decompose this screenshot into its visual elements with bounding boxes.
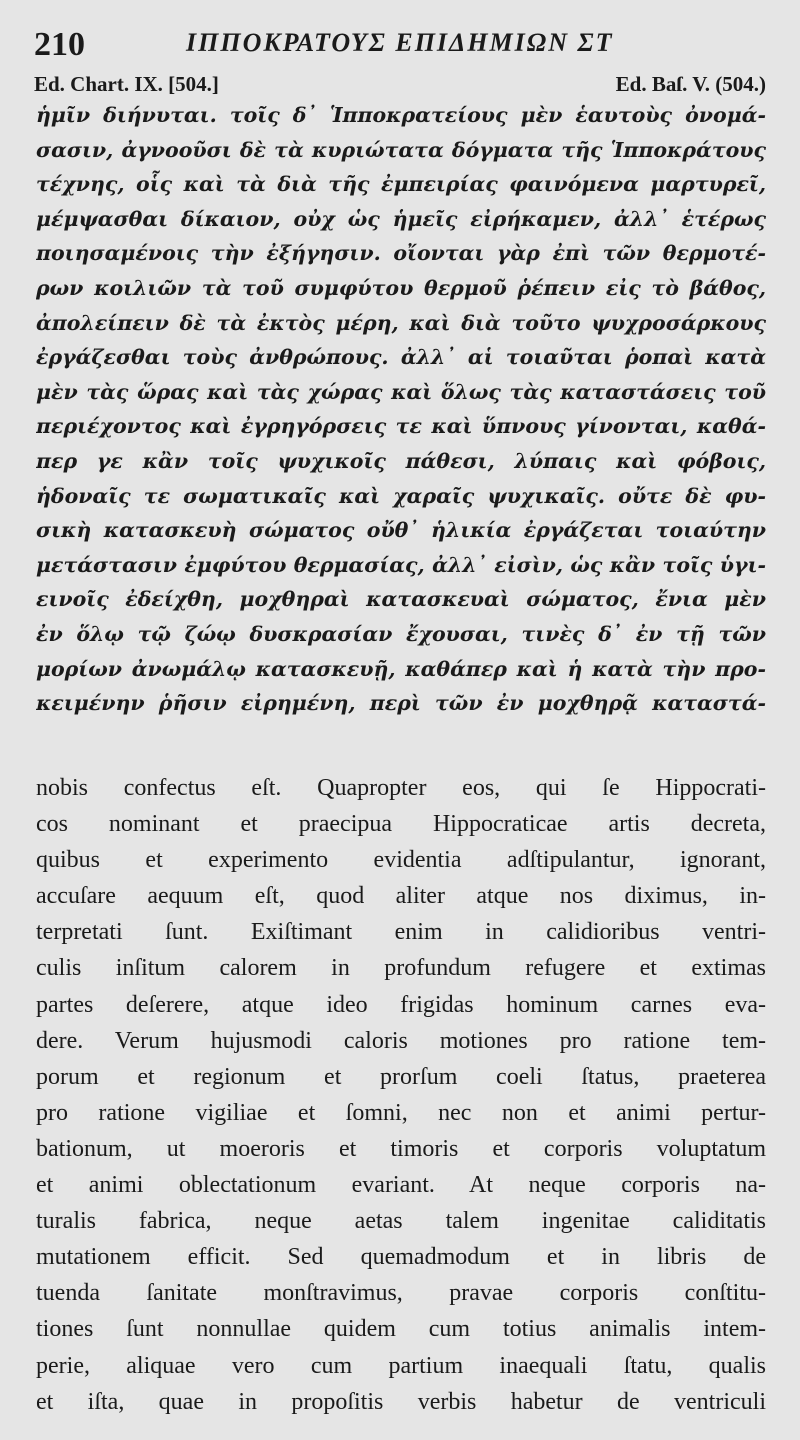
greek-line: μετάστασιν ἐμφύτου θερμασίας, ἀλλ᾽ εἰσὶν, ὡς κἂν τοῖς ὑγι- (36, 552, 766, 577)
greek-line: ποιησαμένοις τὴν ἐξήγησιν. οἴονται γὰρ ἐπὶ τῶν θερμοτέ- (36, 241, 766, 266)
greek-line: σικὴ κατασκευὴ σώματος οὔθ᾽ ἡλικία ἐργάζεται τοιαύτην (36, 518, 766, 543)
latin-line: et iſta, quae in propoſitis verbis habetur de ventriculi (36, 1388, 766, 1415)
greek-line: σασιν, ἀγνοοῦσι δὲ τὰ κυριώτατα δόγματα τῆς Ἱπποκράτους (36, 137, 766, 162)
greek-line: περ γε κἂν τοῖς ψυχικοῖς πάθεσι, λύπαις καὶ φόβοις, (36, 448, 766, 473)
greek-line: εινοῖς ἐδείχθη, μοχθηραὶ κατασκευαὶ σώματος, ἔνια μὲν (36, 587, 766, 612)
latin-line: partes deſerere, atque ideo frigidas hominum carnes eva- (36, 991, 766, 1018)
page-number: 210 (34, 26, 85, 63)
latin-line: mutationem efficit. Sed quemadmodum et in libris de (36, 1244, 766, 1271)
latin-line: bationum, ut moeroris et timoris et corporis voluptatum (36, 1135, 766, 1162)
greek-line: μὲν τὰς ὥρας καὶ τὰς χώρας καὶ ὅλως τὰς καταστάσεις τοῦ (36, 379, 766, 404)
greek-line: ἡμῖν διήνυται. τοῖς δ᾽ Ἱπποκρατείους μὲν ἑαυτοὺς ὀνομά- (36, 103, 766, 127)
latin-line: tiones ſunt nonnullae quidem cum totius animalis intem- (36, 1316, 766, 1343)
latin-line: et animi oblectationum evariant. At neque corporis na- (36, 1172, 766, 1199)
greek-text-block (36, 98, 766, 721)
latin-line: tuenda ſanitate monſtravimus, pravae corporis conſtitu- (36, 1280, 766, 1307)
latin-line: porum et regionum et prorſum coeli ſtatus, praeterea (36, 1063, 766, 1090)
greek-line: ἐν ὅλῳ τῷ ζώῳ δυσκρασίαν ἔχουσαι, τινὲς δ᾽ ἐν τῇ τῶν (36, 621, 766, 646)
running-head: ΙΠΠΟΚΡΑΤΟΥΣ ΕΠΙΔΗΜΙΩΝ ΣΤ (186, 28, 614, 57)
greek-line: μέμψασθαι δίκαιον, οὐχ ὡς ἡμεῖς εἰρήκαμεν, ἀλλ᾽ ἑτέρως (36, 206, 766, 231)
latin-line: culis inſitum calorem in profundum refugere et extimas (36, 955, 766, 982)
latin-line: turalis fabrica, neque aetas talem ingenitae caliditatis (36, 1208, 766, 1235)
edition-reference-right: Ed. Baſ. V. (504.) (615, 72, 766, 96)
latin-line: pro ratione vigiliae et ſomni, nec non et animi pertur- (36, 1099, 766, 1126)
greek-line: κειμένην ῥῆσιν εἰρημένη, περὶ τῶν ἐν μοχθηρᾷ καταστά- (36, 691, 766, 716)
latin-line: dere. Verum hujusmodi caloris motiones pro ratione tem- (36, 1027, 766, 1054)
greek-line: ἐργάζεσθαι τοὺς ἀνθρώπους. ἀλλ᾽ αἱ τοιαῦται ῥοπαὶ κατὰ (36, 345, 766, 370)
latin-line: cos nominant et praecipua Hippocraticae artis decreta, (36, 811, 766, 838)
latin-line: accuſare aequum eſt, quod aliter atque nos diximus, in- (36, 883, 766, 910)
greek-line: ἀπολείπειν δὲ τὰ ἐκτὸς μέρη, καὶ διὰ τοῦτο ψυχροσάρκους (36, 310, 766, 335)
latin-line: perie, aliquae vero cum partium inaequali ſtatu, qualis (36, 1352, 766, 1379)
latin-line: quibus et experimento evidentia adſtipulantur, ignorant, (36, 847, 766, 874)
greek-line: τέχνης, οἷς καὶ τὰ διὰ τῆς ἐμπειρίας φαινόμενα μαρτυρεῖ, (36, 172, 766, 197)
latin-line: nobis confectus eſt. Quapropter eos, qui ſe Hippocrati- (36, 775, 766, 801)
greek-line: μορίων ἀνωμάλῳ κατασκευῇ, καθάπερ καὶ ἡ κατὰ τὴν προ- (36, 656, 766, 681)
edition-reference-left: Ed. Chart. IX. [504.] (34, 72, 219, 96)
greek-line: ἡδοναῖς τε σωματικαῖς καὶ χαραῖς ψυχικαῖς. οὔτε δὲ φυ- (36, 483, 766, 508)
greek-line: ρων κοιλιῶν τὰ τοῦ συμφύτου θερμοῦ ῥέπειν εἰς τὸ βάθος, (36, 275, 766, 300)
latin-line: terpretati ſunt. Exiſtimant enim in calidioribus ventri- (36, 919, 766, 946)
latin-text-block (36, 770, 766, 1420)
greek-line: περιέχοντος καὶ ἐγρηγόρσεις τε καὶ ὕπνους γίνονται, καθά- (36, 414, 766, 439)
